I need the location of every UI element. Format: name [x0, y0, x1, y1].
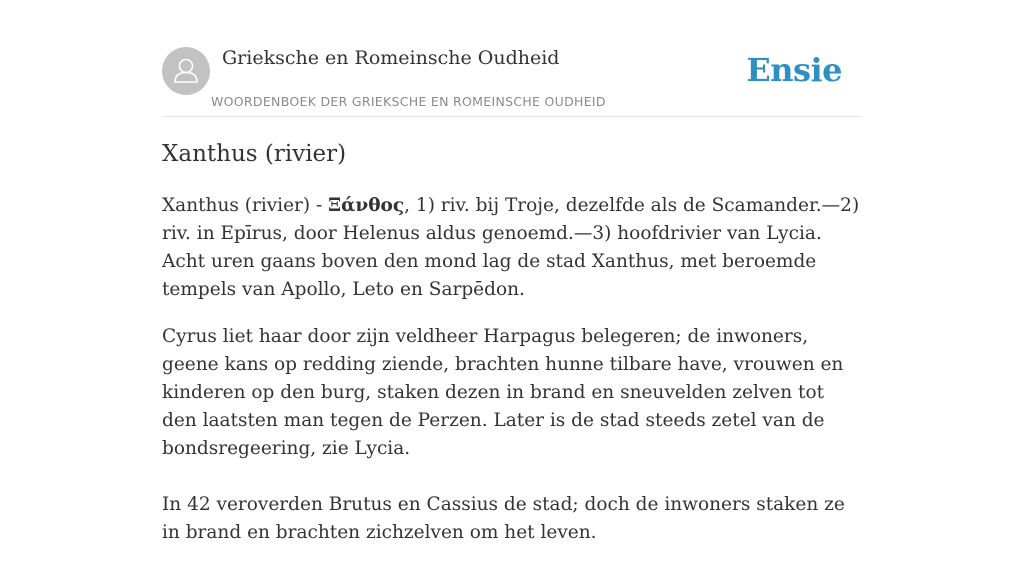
- brand-logo[interactable]: Ensie: [746, 51, 842, 89]
- page-title: Xanthus (rivier): [162, 141, 347, 167]
- entry-body: [162, 192, 862, 566]
- source-header: [162, 46, 862, 117]
- paragraph-1-lead: Xanthus (rivier) -: [162, 195, 329, 216]
- source-subtitle: WOORDENBOEK DER GRIEKSCHE EN ROMEINSCHE OUDHEID: [211, 94, 606, 109]
- paragraph-1: [162, 192, 862, 304]
- paragraph-3: In 42 veroverden Brutus en Cassius de stad; doch de inwoners staken ze in brand en brachten zichzelven om het leven.: [162, 494, 845, 543]
- paragraph-1-rest: , 1) riv. bij Troje, dezelfde als de Scamander.—2) riv. in Epīrus, door Helenus aldus genoemd.—3) hoofdrivier van Lycia. Acht uren gaans boven den mond lag de stad Xanthus, met beroemde tempels van Apollo, Leto en Sarpēdon.: [162, 195, 860, 300]
- paragraph-2: Cyrus liet haar door zijn veldheer Harpagus belegeren; de inwoners, geene kans op redding ziende, brachten hunne tilbare have, vrouwen en kinderen op den burg, staken dezen in brand en sneuvelden zelven tot den laatsten man tegen de Perzen. Later is de stad steeds zetel van de bondsregeering, zie Lycia.: [162, 326, 844, 459]
- greek-term: Ξάνθος: [328, 195, 405, 216]
- user-silhouette-icon[interactable]: [162, 47, 210, 95]
- source-title[interactable]: Grieksche en Romeinsche Oudheid: [222, 47, 560, 69]
